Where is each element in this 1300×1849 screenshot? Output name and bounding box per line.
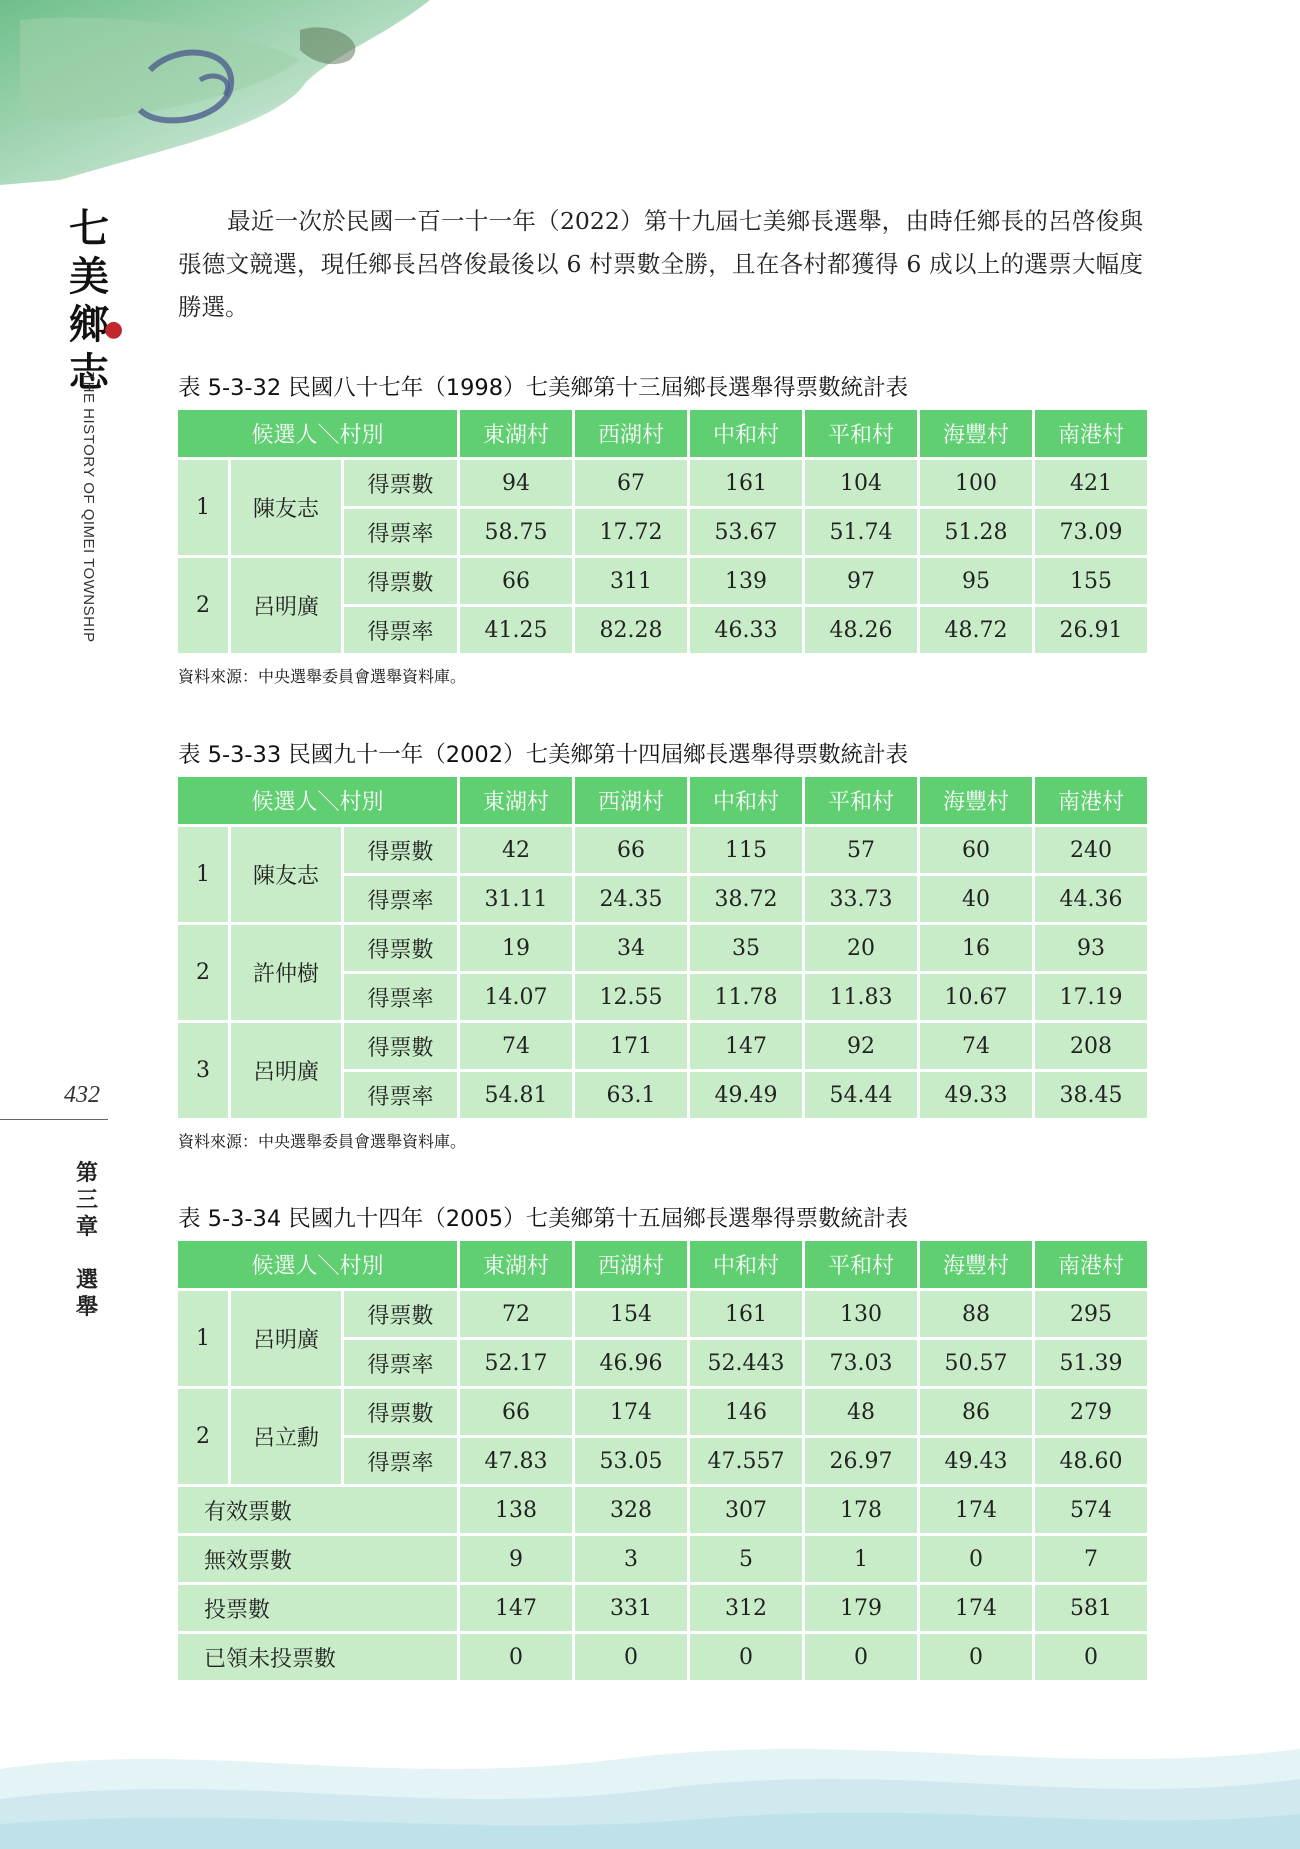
rate-cell: 26.97	[805, 1438, 917, 1484]
votes-cell: 130	[805, 1291, 917, 1337]
village-header: 海豐村	[920, 777, 1032, 824]
votes-label: 得票數	[344, 925, 457, 971]
rate-label: 得票率	[344, 509, 457, 555]
summary-label: 無效票數	[178, 1536, 457, 1582]
votes-label: 得票數	[344, 827, 457, 873]
votes-cell: 161	[690, 1291, 802, 1337]
village-header: 平和村	[805, 410, 917, 457]
candidate-number: 1	[178, 1291, 228, 1386]
summary-label: 已領未投票數	[178, 1634, 457, 1680]
votes-cell: 208	[1035, 1023, 1147, 1069]
rate-cell: 46.96	[575, 1340, 687, 1386]
votes-cell: 421	[1035, 460, 1147, 506]
summary-row	[178, 1585, 1147, 1631]
summary-cell: 312	[690, 1585, 802, 1631]
landscape-artwork	[0, 0, 520, 190]
rate-cell: 82.28	[575, 607, 687, 653]
candidate-name: 呂明廣	[231, 558, 341, 653]
table-row	[178, 460, 1147, 506]
rate-cell: 52.17	[460, 1340, 572, 1386]
rate-label: 得票率	[344, 974, 457, 1020]
header-row	[178, 410, 1147, 457]
table-row	[178, 1389, 1147, 1435]
votes-label: 得票數	[344, 1023, 457, 1069]
village-header: 南港村	[1035, 410, 1147, 457]
rate-cell: 58.75	[460, 509, 572, 555]
votes-cell: 74	[920, 1023, 1032, 1069]
summary-cell: 3	[575, 1536, 687, 1582]
votes-cell: 161	[690, 460, 802, 506]
rate-cell: 41.25	[460, 607, 572, 653]
rate-cell: 50.57	[920, 1340, 1032, 1386]
votes-cell: 171	[575, 1023, 687, 1069]
table-source: 資料來源：中央選舉委員會選舉資料庫。	[178, 667, 467, 686]
votes-cell: 139	[690, 558, 802, 604]
summary-cell: 5	[690, 1536, 802, 1582]
rate-cell: 53.05	[575, 1438, 687, 1484]
summary-cell: 7	[1035, 1536, 1147, 1582]
votes-cell: 146	[690, 1389, 802, 1435]
candidate-number: 3	[178, 1023, 228, 1118]
header-corner	[178, 410, 457, 457]
summary-cell: 0	[460, 1634, 572, 1680]
votes-label: 得票數	[344, 558, 457, 604]
candidate-number: 2	[178, 925, 228, 1020]
summary-cell: 174	[920, 1585, 1032, 1631]
village-header: 南港村	[1035, 1241, 1147, 1288]
candidate-name: 呂立勳	[231, 1389, 341, 1484]
summary-cell: 1	[805, 1536, 917, 1582]
corner-label: 候選人＼村別	[251, 423, 384, 448]
votes-cell: 66	[575, 827, 687, 873]
summary-cell: 574	[1035, 1487, 1147, 1533]
candidate-name: 呂明廣	[231, 1023, 341, 1118]
rate-cell: 51.28	[920, 509, 1032, 555]
rate-cell: 11.78	[690, 974, 802, 1020]
village-header: 平和村	[805, 1241, 917, 1288]
rate-label: 得票率	[344, 1340, 457, 1386]
vote-table-2005	[175, 1238, 1150, 1683]
summary-label: 有效票數	[178, 1487, 457, 1533]
votes-label: 得票數	[344, 1291, 457, 1337]
votes-cell: 279	[1035, 1389, 1147, 1435]
rate-cell: 54.81	[460, 1072, 572, 1118]
votes-cell: 93	[1035, 925, 1147, 971]
corner-label: 候選人＼村別	[251, 1254, 384, 1279]
table-row	[178, 1023, 1147, 1069]
rate-cell: 26.91	[1035, 607, 1147, 653]
rate-cell: 49.43	[920, 1438, 1032, 1484]
rate-cell: 48.72	[920, 607, 1032, 653]
header-row	[178, 1241, 1147, 1288]
rate-cell: 73.03	[805, 1340, 917, 1386]
votes-cell: 88	[920, 1291, 1032, 1337]
summary-cell: 0	[920, 1634, 1032, 1680]
votes-cell: 154	[575, 1291, 687, 1337]
page-number: 432	[64, 1082, 100, 1108]
summary-cell: 147	[460, 1585, 572, 1631]
village-header: 西湖村	[575, 1241, 687, 1288]
votes-cell: 35	[690, 925, 802, 971]
summary-row	[178, 1536, 1147, 1582]
votes-cell: 100	[920, 460, 1032, 506]
logo-char: 七	[69, 205, 109, 252]
village-header: 中和村	[690, 777, 802, 824]
village-header: 海豐村	[920, 410, 1032, 457]
table-title: 表 5-3-33 民國九十一年（2002）七美鄉第十四屆鄉長選舉得票數統計表	[178, 742, 909, 768]
votes-cell: 48	[805, 1389, 917, 1435]
rate-cell: 51.39	[1035, 1340, 1147, 1386]
rate-cell: 31.11	[460, 876, 572, 922]
village-header: 平和村	[805, 777, 917, 824]
chapter-char: 三	[75, 1187, 98, 1213]
candidate-name: 陳友志	[231, 827, 341, 922]
rate-cell: 40	[920, 876, 1032, 922]
summary-cell: 581	[1035, 1585, 1147, 1631]
votes-cell: 34	[575, 925, 687, 971]
rate-cell: 49.33	[920, 1072, 1032, 1118]
summary-cell: 9	[460, 1536, 572, 1582]
wave-decoration	[0, 1709, 1300, 1849]
rate-label: 得票率	[344, 607, 457, 653]
rate-cell: 46.33	[690, 607, 802, 653]
votes-cell: 92	[805, 1023, 917, 1069]
summary-cell: 138	[460, 1487, 572, 1533]
table-row	[178, 827, 1147, 873]
rate-cell: 10.67	[920, 974, 1032, 1020]
rate-cell: 17.72	[575, 509, 687, 555]
summary-cell: 174	[920, 1487, 1032, 1533]
votes-cell: 66	[460, 558, 572, 604]
summary-cell: 0	[920, 1536, 1032, 1582]
village-header: 西湖村	[575, 410, 687, 457]
rate-cell: 24.35	[575, 876, 687, 922]
chapter-char: 章	[75, 1214, 98, 1240]
chapter-char: 選	[75, 1267, 98, 1293]
book-english-title: THE HISTORY OF QIMEI TOWNSHIP	[80, 372, 97, 643]
rate-cell: 44.36	[1035, 876, 1147, 922]
page-divider	[0, 1119, 108, 1120]
summary-cell: 331	[575, 1585, 687, 1631]
rate-label: 得票率	[344, 1438, 457, 1484]
votes-cell: 60	[920, 827, 1032, 873]
votes-cell: 155	[1035, 558, 1147, 604]
votes-cell: 295	[1035, 1291, 1147, 1337]
table-row	[178, 925, 1147, 971]
summary-cell: 179	[805, 1585, 917, 1631]
vote-table-2002	[175, 774, 1150, 1121]
candidate-number: 1	[178, 460, 228, 555]
rate-cell: 73.09	[1035, 509, 1147, 555]
chapter-char: 第	[75, 1160, 98, 1186]
candidate-name: 陳友志	[231, 460, 341, 555]
rate-cell: 48.26	[805, 607, 917, 653]
table-row	[178, 558, 1147, 604]
chapter-label	[72, 1160, 102, 1321]
summary-cell: 307	[690, 1487, 802, 1533]
table-row	[178, 1291, 1147, 1337]
summary-cell: 0	[805, 1634, 917, 1680]
village-header: 南港村	[1035, 777, 1147, 824]
logo-char: 鄉	[69, 301, 109, 348]
corner-label: 候選人＼村別	[251, 790, 384, 815]
votes-cell: 240	[1035, 827, 1147, 873]
vote-table-1998	[175, 407, 1150, 656]
rate-cell: 47.557	[690, 1438, 802, 1484]
rate-cell: 54.44	[805, 1072, 917, 1118]
votes-cell: 147	[690, 1023, 802, 1069]
votes-cell: 57	[805, 827, 917, 873]
votes-cell: 67	[575, 460, 687, 506]
village-header: 西湖村	[575, 777, 687, 824]
table-title: 表 5-3-34 民國九十四年（2005）七美鄉第十五屆鄉長選舉得票數統計表	[178, 1206, 909, 1232]
rate-cell: 47.83	[460, 1438, 572, 1484]
village-header: 中和村	[690, 410, 802, 457]
votes-cell: 115	[690, 827, 802, 873]
rate-cell: 49.49	[690, 1072, 802, 1118]
candidate-name: 許仲樹	[231, 925, 341, 1020]
votes-cell: 104	[805, 460, 917, 506]
candidate-number: 1	[178, 827, 228, 922]
summary-cell: 178	[805, 1487, 917, 1533]
votes-cell: 311	[575, 558, 687, 604]
candidate-number: 2	[178, 558, 228, 653]
summary-row	[178, 1634, 1147, 1680]
rate-cell: 11.83	[805, 974, 917, 1020]
chapter-char: 舉	[75, 1294, 98, 1320]
votes-cell: 74	[460, 1023, 572, 1069]
logo-char: 志	[69, 349, 109, 396]
rate-cell: 12.55	[575, 974, 687, 1020]
rate-cell: 52.443	[690, 1340, 802, 1386]
rate-cell: 38.72	[690, 876, 802, 922]
rate-cell: 51.74	[805, 509, 917, 555]
village-header: 中和村	[690, 1241, 802, 1288]
votes-label: 得票數	[344, 1389, 457, 1435]
village-header: 東湖村	[460, 410, 572, 457]
book-logo	[64, 205, 124, 397]
village-header: 東湖村	[460, 1241, 572, 1288]
votes-label: 得票數	[344, 460, 457, 506]
votes-cell: 72	[460, 1291, 572, 1337]
header-corner	[178, 1241, 457, 1288]
summary-cell: 0	[575, 1634, 687, 1680]
votes-cell: 174	[575, 1389, 687, 1435]
votes-cell: 95	[920, 558, 1032, 604]
rate-label: 得票率	[344, 1072, 457, 1118]
summary-row	[178, 1487, 1147, 1533]
votes-cell: 97	[805, 558, 917, 604]
summary-cell: 0	[1035, 1634, 1147, 1680]
summary-cell: 328	[575, 1487, 687, 1533]
summary-label: 投票數	[178, 1585, 457, 1631]
votes-cell: 42	[460, 827, 572, 873]
rate-label: 得票率	[344, 876, 457, 922]
votes-cell: 66	[460, 1389, 572, 1435]
logo-char: 美	[69, 253, 109, 300]
table-title: 表 5-3-32 民國八十七年（1998）七美鄉第十三屆鄉長選舉得票數統計表	[178, 375, 909, 401]
village-header: 海豐村	[920, 1241, 1032, 1288]
header-row	[178, 777, 1147, 824]
votes-cell: 94	[460, 460, 572, 506]
header-corner	[178, 777, 457, 824]
rate-cell: 63.1	[575, 1072, 687, 1118]
rate-cell: 14.07	[460, 974, 572, 1020]
rate-cell: 48.60	[1035, 1438, 1147, 1484]
table-source: 資料來源：中央選舉委員會選舉資料庫。	[178, 1132, 467, 1151]
candidate-name: 呂明廣	[231, 1291, 341, 1386]
red-dot-icon: ●	[104, 316, 124, 342]
rate-cell: 17.19	[1035, 974, 1147, 1020]
rate-cell: 38.45	[1035, 1072, 1147, 1118]
rate-cell: 53.67	[690, 509, 802, 555]
votes-cell: 16	[920, 925, 1032, 971]
summary-cell: 0	[690, 1634, 802, 1680]
rate-cell: 33.73	[805, 876, 917, 922]
intro-paragraph: 最近一次於民國一百一十一年（2022）第十九屆七美鄉長選舉，由時任鄉長的呂啓俊與張德文競選，現任鄉長呂啓俊最後以 6 村票數全勝，且在各村都獲得 6 成以上的選票大幅度勝選。	[178, 207, 1143, 321]
votes-cell: 20	[805, 925, 917, 971]
votes-cell: 86	[920, 1389, 1032, 1435]
candidate-number: 2	[178, 1389, 228, 1484]
votes-cell: 19	[460, 925, 572, 971]
village-header: 東湖村	[460, 777, 572, 824]
